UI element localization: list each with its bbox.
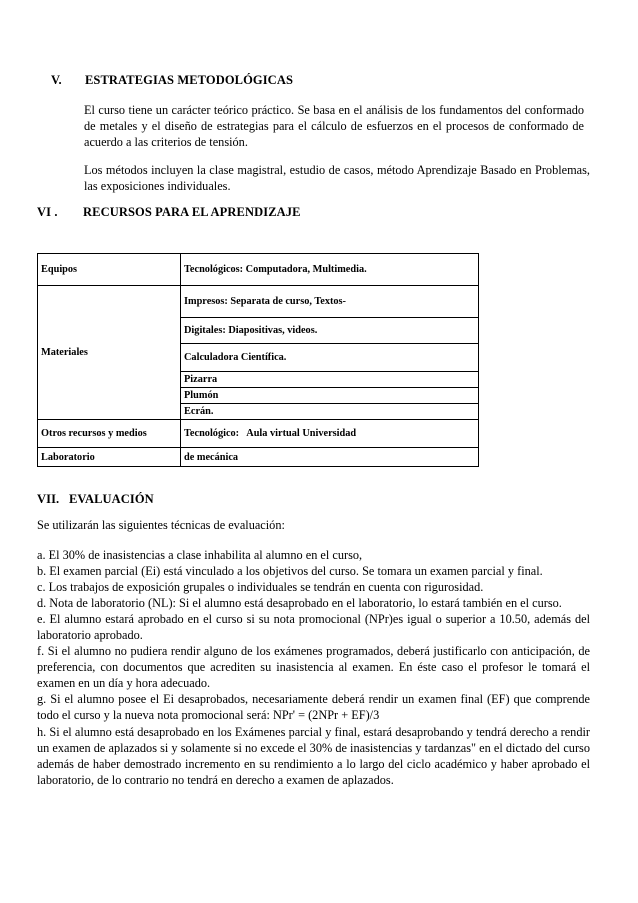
section-v-paragraph-1: El curso tiene un carácter teórico práctico. Se basa en el análisis de los fundamentos del conformado de metales y el diseño de estrategias para el cálculo de esfuerzos en el procesos de conformado de acuerdo a las criterios de tensión. [84,103,584,149]
otros-recursos-value: Tecnológico: Aula virtual Universidad [181,420,479,448]
equipos-label: Equipos [38,254,181,286]
table-row [38,286,479,318]
section-vii-heading [37,492,154,507]
materiales-item-ecran: Ecrán. [181,404,479,420]
materiales-label: Materiales [38,286,181,420]
evaluation-item-g: g. Si el alumno posee el Ei desaprobados, necesariamente deberá rendir un examen final (EF) que comprende todo el curso y la nueva nota promocional será: NPr' = (2NPr + EF)/3 [37,692,590,723]
table-row [38,420,479,448]
evaluation-item-d: d. Nota de laboratorio (NL): Si el alumno está desaprobado en el laboratorio, lo estará también en el curso. [37,596,562,611]
section-v-number: V. [51,73,62,87]
laboratorio-label: Laboratorio [38,448,181,467]
materiales-item-impresos: Impresos: Separata de curso, Textos- [181,286,479,318]
evaluation-list [37,547,590,788]
section-vii-title: EVALUACIÓN [69,492,154,506]
table-row [38,448,479,467]
materiales-item-pizarra: Pizarra [181,372,479,388]
materiales-item-calculadora: Calculadora Científica. [181,344,479,372]
section-v-heading [51,73,293,88]
section-vi-heading [37,205,301,220]
section-v-title: ESTRATEGIAS METODOLÓGICAS [85,73,293,87]
equipos-value: Tecnológicos: Computadora, Multimedia. [181,254,479,286]
section-vii-number: VII. [37,492,60,506]
materiales-item-digitales: Digitales: Diapositivas, videos. [181,318,479,344]
evaluation-intro: Se utilizarán las siguientes técnicas de evaluación: [37,518,285,532]
section-vi-number: VI . [37,205,58,219]
table-row [38,254,479,286]
otros-recursos-label: Otros recursos y medios [38,420,181,448]
section-v-paragraph-2: Los métodos incluyen la clase magistral, estudio de casos, método Aprendizaje Basado en Problemas, las exposiciones individuales. [84,163,590,193]
evaluation-item-a: a. El 30% de inasistencias a clase inhabilita al alumno en el curso, [37,548,363,562]
resources-table [37,253,479,467]
evaluation-item-b: b. El examen parcial (Ei) está vinculado a los objetivos del curso. Se tomara un examen parcial y final. [37,564,543,579]
section-vi-title: RECURSOS PARA EL APRENDIZAJE [83,205,301,219]
laboratorio-value: de mecánica [181,448,479,467]
materiales-item-plumon: Plumón [181,388,479,404]
evaluation-item-h: h. Si el alumno está desaprobado en los Exámenes parcial y final, estará desaprobando y tendrá derecho a rendir un examen de aplazados si y solamente si no excede el 30% de inasistencias y tardanzas" en el dictado del curso además de haber demostrado incremento en su rendimiento a lo largo del ciclo académico y haber aprobado el laboratorio, de lo contrario no tendrá en derecho a examen de aplazados. [37,724,590,787]
evaluation-item-c: c. Los trabajos de exposición grupales o individuales se tendrán en cuenta con rigurosidad. [37,580,484,595]
evaluation-item-f: f. Si el alumno no pudiera rendir alguno de los exámenes programados, deberá justificarlo con anticipación, de preferencia, con documentos que acrediten su inasistencia al examen. En éste caso el profesor le tomará el examen en un día y hora adecuado. [37,644,590,691]
evaluation-item-e: e. El alumno estará aprobado en el curso si su nota promocional (NPr)es igual o superior a 10.50, además del laboratorio aprobado. [37,612,590,643]
